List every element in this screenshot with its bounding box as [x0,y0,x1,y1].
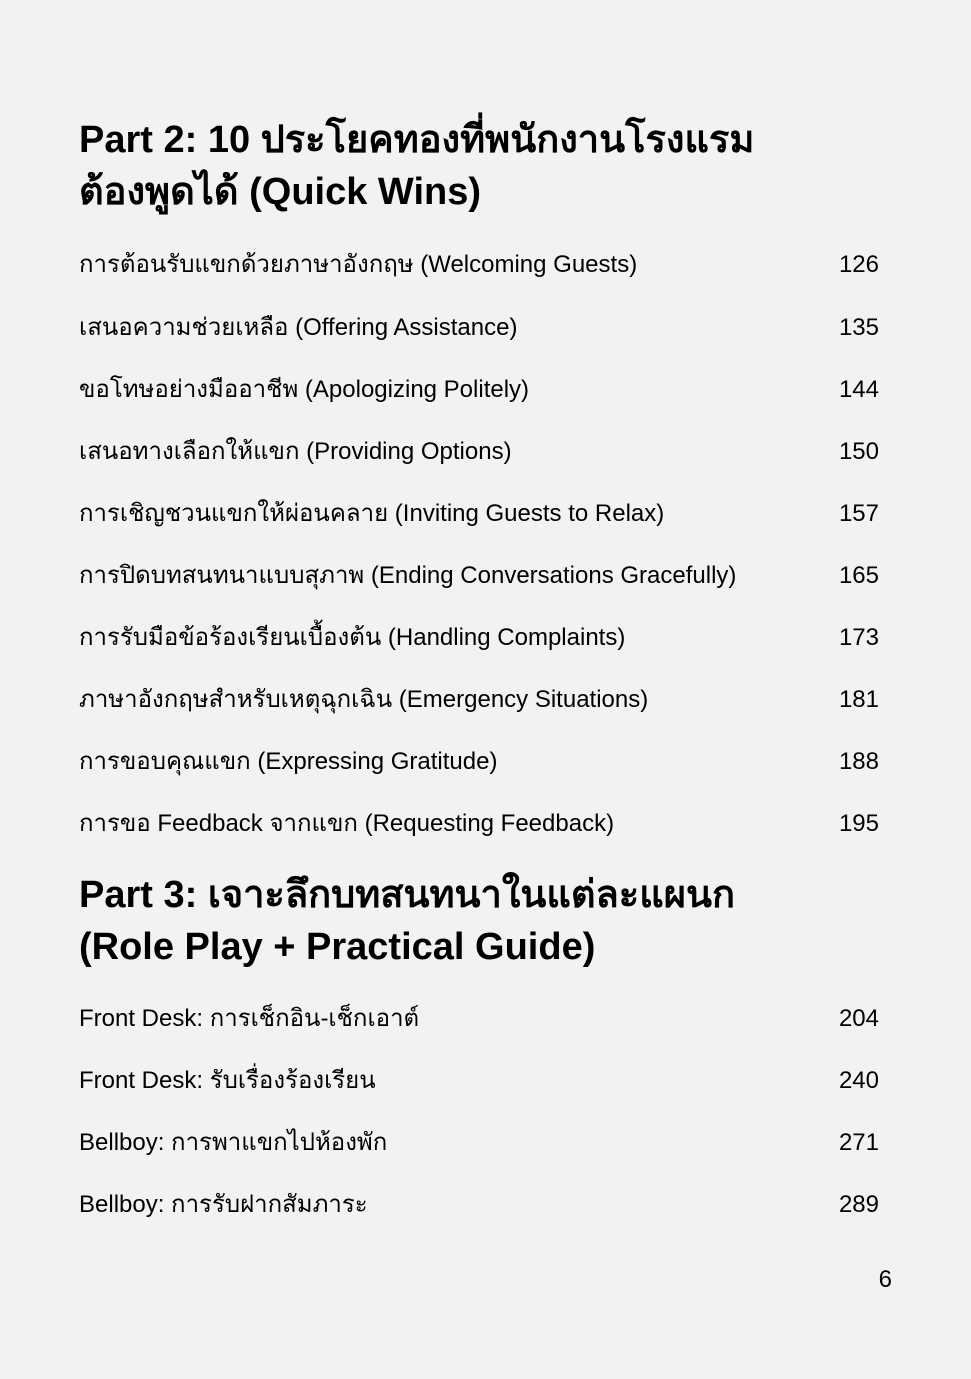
toc-entry[interactable] [79,370,879,410]
part2-heading-line2: ต้องพูดได้ (Quick Wins) [79,171,482,213]
toc-entry[interactable] [79,245,879,285]
toc-entry-label: การขอ Feedback จากแขก (Requesting Feedback) [79,810,615,837]
toc-entry-page: 195 [838,810,879,837]
toc-entry-label: การต้อนรับแขกด้วยภาษาอังกฤษ (Welcoming Guests) [79,251,638,278]
toc-entry-label: การเชิญชวนแขกให้ผ่อนคลาย (Inviting Guests to Relax) [79,500,665,527]
toc-entry[interactable] [79,804,879,844]
toc-entry[interactable] [79,432,879,472]
toc-entry[interactable] [79,1061,879,1101]
toc-entry[interactable] [79,618,879,658]
toc-entry-page: 165 [838,562,879,589]
toc-entry-page: 144 [838,376,879,403]
toc-entry-label: เสนอทางเลือกให้แขก (Providing Options) [79,438,512,465]
part3-heading [79,869,899,973]
toc-entry-label: Bellboy: การพาแขกไปห้องพัก [79,1129,388,1156]
part3-heading-line1: Part 3: เจาะลึกบทสนทนาในแต่ละแผนก [79,874,735,916]
toc-entry-page: 271 [838,1129,879,1156]
toc-entry-label: การขอบคุณแขก (Expressing Gratitude) [79,748,498,775]
part2-heading-line1: Part 2: 10 ประโยคทองที่พนักงานโรงแรม [79,119,755,161]
toc-entry-page: 289 [838,1191,879,1218]
toc-entry[interactable] [79,494,879,534]
toc-entry-page: 126 [838,251,879,278]
toc-entry-label: Bellboy: การรับฝากสัมภาระ [79,1191,368,1218]
toc-entry[interactable] [79,1185,879,1225]
toc-entry-page: 188 [838,748,879,775]
part2-heading [79,114,899,218]
toc-entry-page: 150 [838,438,879,465]
toc-entry[interactable] [79,742,879,782]
toc-entry[interactable] [79,556,879,596]
toc-entry-label: เสนอความช่วยเหลือ (Offering Assistance) [79,314,518,341]
toc-entry-label: Front Desk: รับเรื่องร้องเรียน [79,1067,376,1094]
toc-entry-page: 135 [838,314,879,341]
toc-entry-page: 181 [838,686,879,713]
toc-entry-label: Front Desk: การเช็กอิน-เช็กเอาต์ [79,1005,420,1032]
toc-entry-label: การรับมือข้อร้องเรียนเบื้องต้น (Handling Complaints) [79,624,626,651]
toc-entry-page: 173 [838,624,879,651]
page-number: 6 [878,1266,892,1293]
toc-entry-page: 157 [838,500,879,527]
part3-heading-line2: (Role Play + Practical Guide) [79,926,596,968]
toc-entry-label: ขอโทษอย่างมืออาชีพ (Apologizing Politely) [79,376,530,403]
toc-entry[interactable] [79,680,879,720]
toc-entry-page: 204 [838,1005,879,1032]
toc-entry[interactable] [79,1123,879,1163]
toc-entry-label: ภาษาอังกฤษสำหรับเหตุฉุกเฉิน (Emergency Situations) [79,686,649,713]
toc-entry-label: การปิดบทสนทนาแบบสุภาพ (Ending Conversations Gracefully) [79,562,737,589]
toc-entry[interactable] [79,999,879,1039]
toc-entry-page: 240 [838,1067,879,1094]
toc-entry[interactable] [79,308,879,348]
